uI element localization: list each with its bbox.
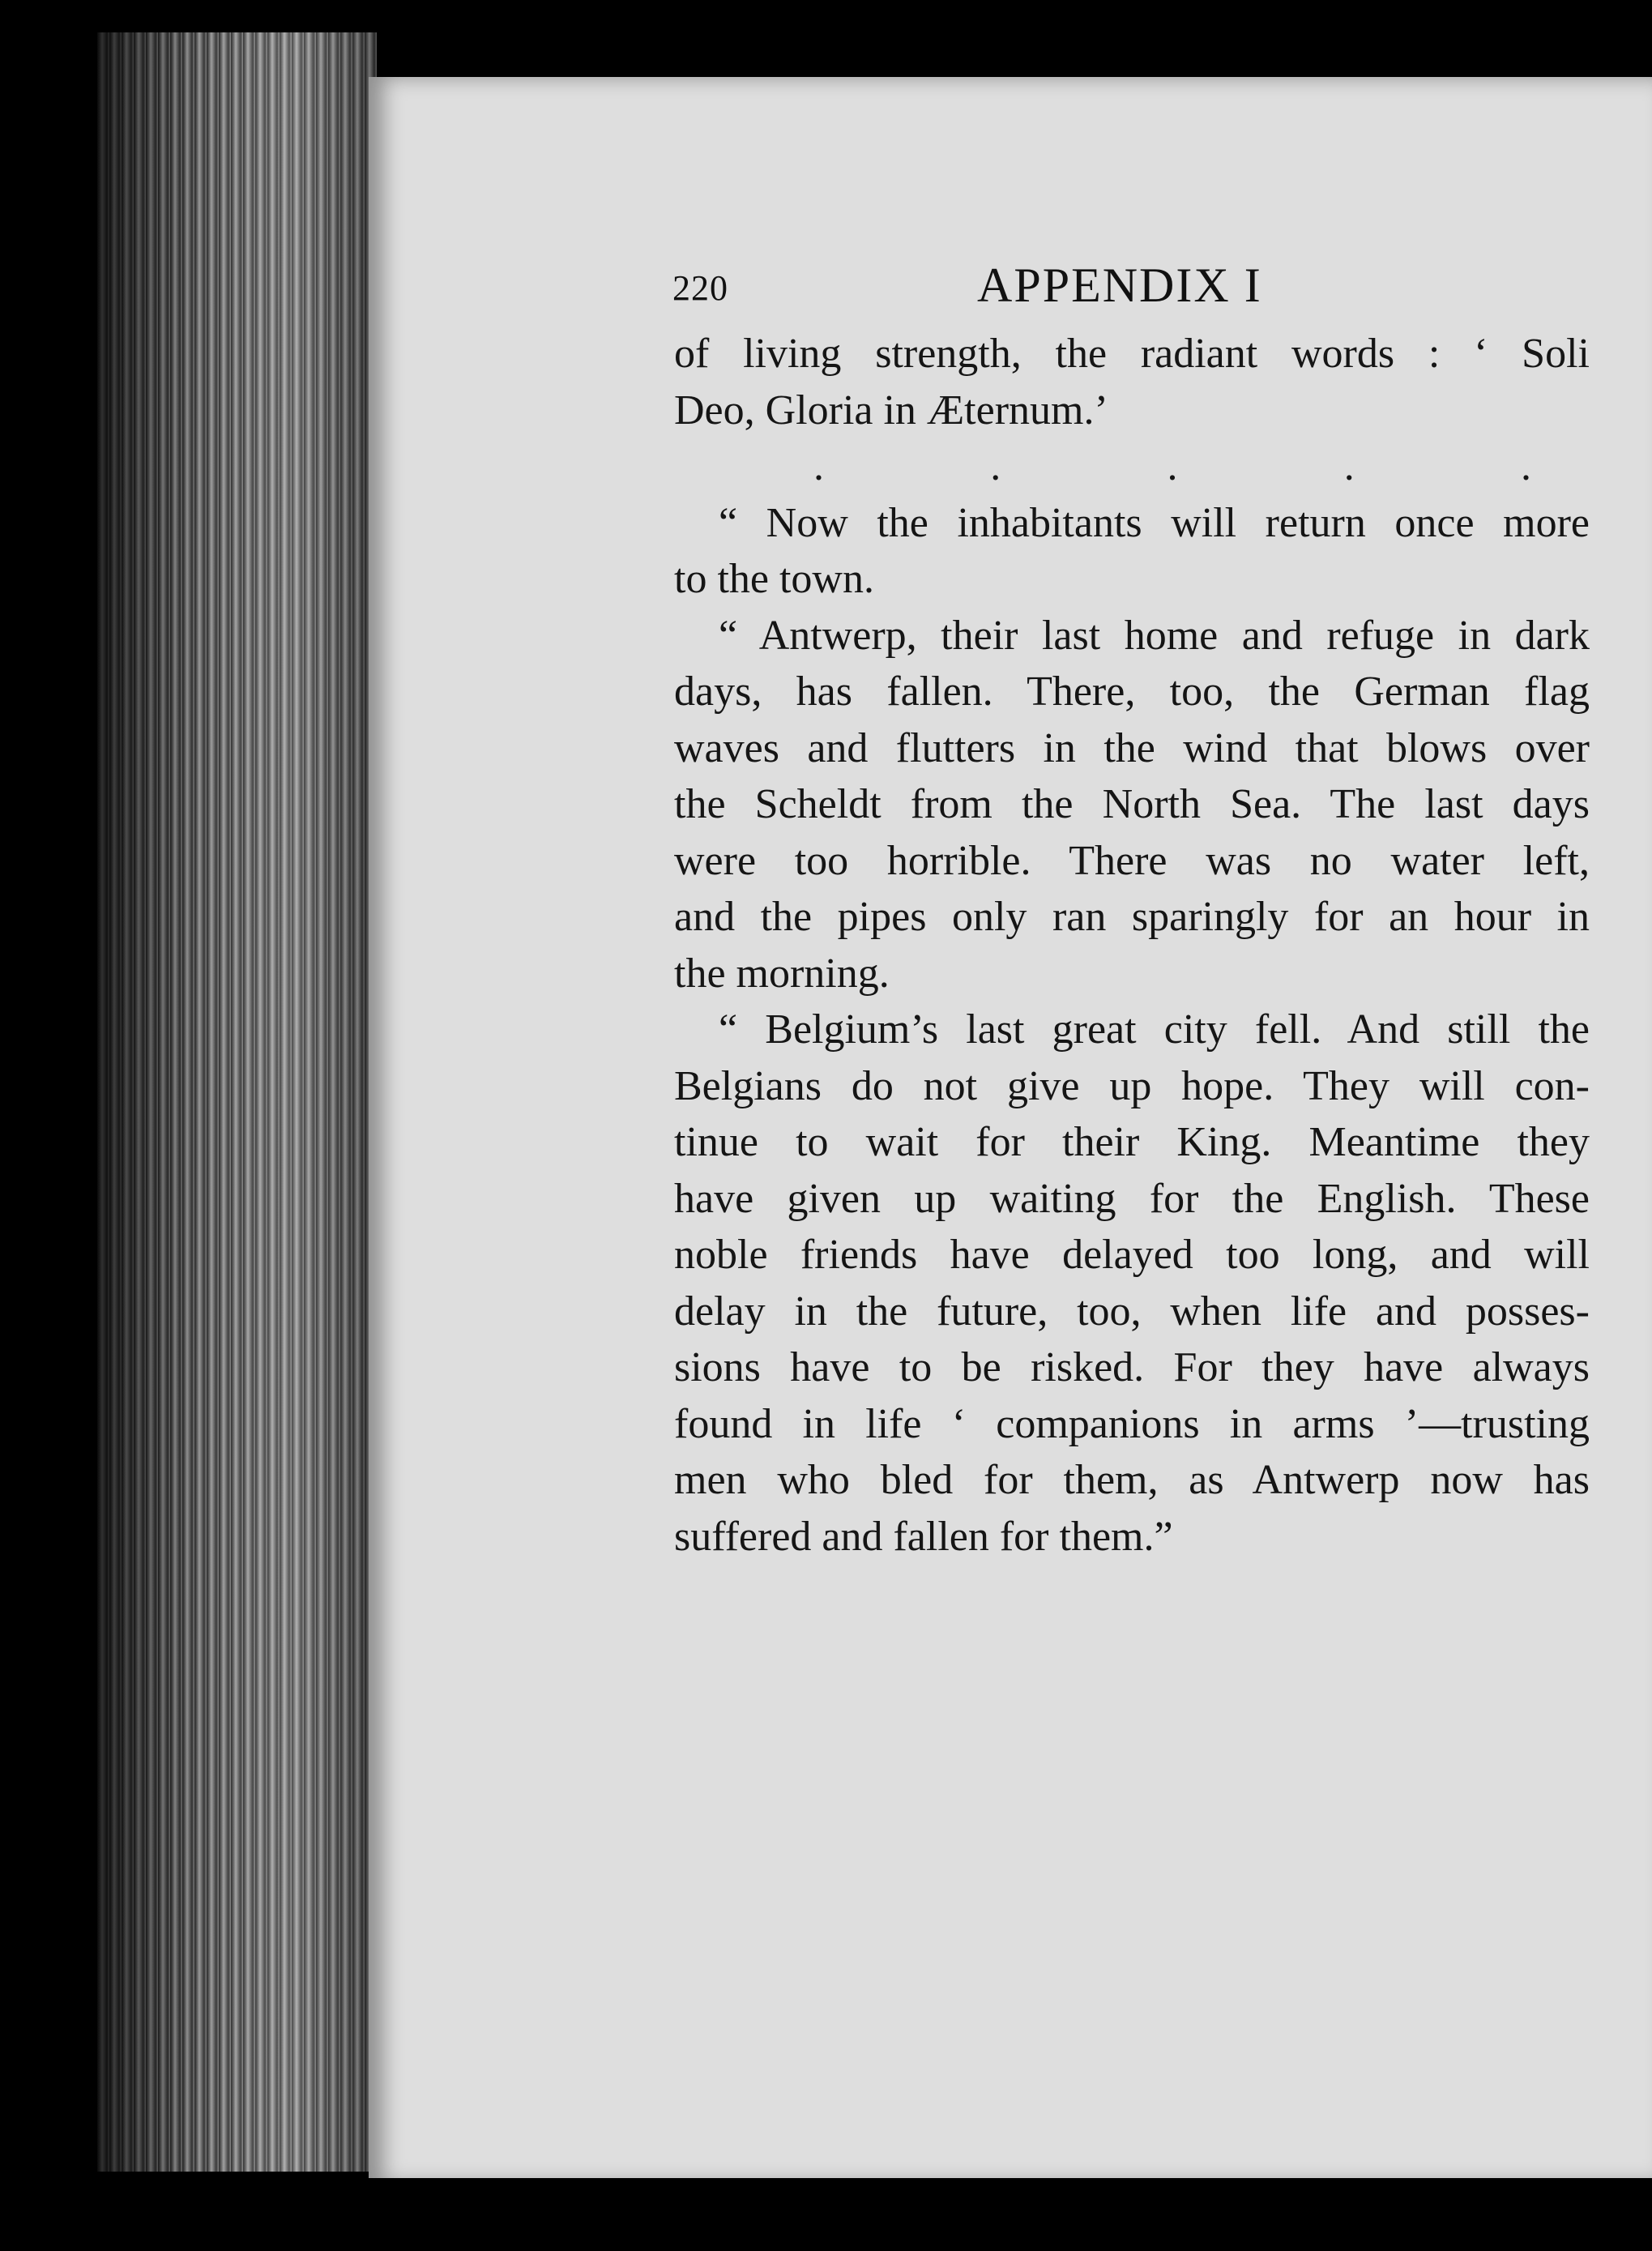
text-line: have given up waiting for the English. These (674, 1175, 1590, 1222)
text-line: found in life ‘ companions in arms ’—trusting (674, 1400, 1590, 1447)
text-line: “ Antwerp, their last home and refuge in dark (719, 612, 1590, 659)
scan-bottom-border (369, 2178, 1652, 2251)
text-line: men who bled for them, as Antwerp now has (674, 1457, 1590, 1503)
separator-dot: . (813, 443, 824, 489)
text-line: tinue to wait for their King. Meantime they (674, 1119, 1590, 1165)
text-line: of living strength, the radiant words : ‘ Soli (674, 331, 1590, 377)
text-line: “ Belgium’s last great city fell. And still the (719, 1006, 1590, 1053)
ellipsis-separator (674, 438, 1590, 495)
text-line: “ Now the inhabitants will return once more (719, 499, 1590, 546)
separator-dot: . (1167, 443, 1178, 489)
text-line: the Scheldt from the North Sea. The last days (674, 781, 1590, 827)
text-line: Deo, Gloria in Æternum.’ (674, 387, 1108, 434)
text-line: delay in the future, too, when life and posses- (674, 1288, 1590, 1335)
separator-dot: . (1521, 443, 1531, 489)
text-line: to the town. (674, 556, 874, 602)
text-line: the morning. (674, 950, 890, 997)
paragraph (674, 1002, 1590, 1565)
separator-dot: . (1343, 443, 1355, 489)
text-line: were too horrible. There was no water left, (674, 837, 1590, 884)
running-head (672, 258, 1596, 322)
text-line: Belgians do not give up hope. They will con- (674, 1062, 1590, 1109)
text-line: suffered and fallen for them.” (674, 1513, 1173, 1560)
separator-dot: . (990, 443, 1001, 489)
text-line: and the pipes only ran sparingly for an hour in (674, 894, 1590, 940)
text-line: sions have to be risked. For they have always (674, 1344, 1590, 1390)
paragraph (674, 495, 1590, 608)
chapter-title: APPENDIX I (977, 258, 1262, 312)
book-page-edge-shadow (97, 32, 377, 2172)
text-line: noble friends have delayed too long, and will (674, 1232, 1590, 1278)
page-number: 220 (672, 268, 728, 308)
paragraph (674, 608, 1590, 1002)
body-text (674, 326, 1590, 1565)
text-line: waves and flutters in the wind that blows over (674, 724, 1590, 771)
text-line: days, has fallen. There, too, the German flag (674, 668, 1590, 715)
